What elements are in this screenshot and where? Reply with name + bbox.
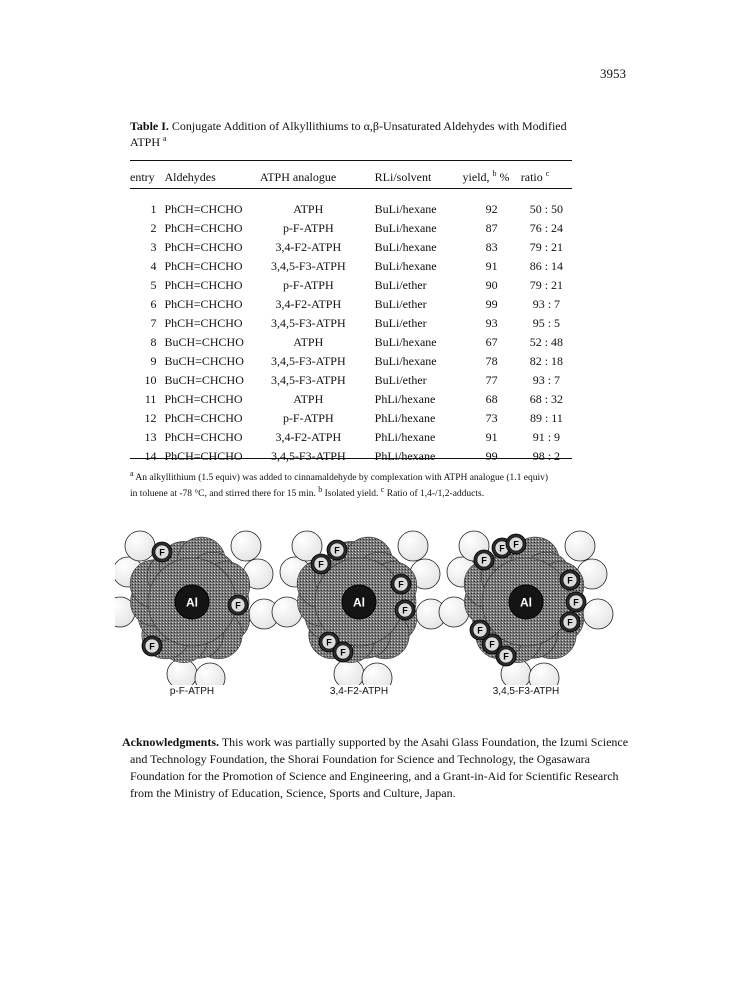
table-row <box>130 428 572 447</box>
cell-rli: BuLi/hexane <box>374 202 437 216</box>
table-body <box>130 186 572 466</box>
cell-rli: BuLi/ether <box>374 373 427 387</box>
fluorine-atom <box>327 540 347 560</box>
fluorine-label: F <box>573 597 579 608</box>
aluminum-label: Al <box>353 595 365 610</box>
header-yield-text: yield, <box>462 169 490 184</box>
cell-analogue: ATPH <box>293 202 324 216</box>
fluorine-atom <box>311 554 331 574</box>
cell-yield: 91 <box>485 430 498 444</box>
cell-rli: BuLi/hexane <box>374 259 437 273</box>
cell-analogue: 3,4,5-F3-ATPH <box>270 449 346 463</box>
fluorine-atom <box>496 646 516 666</box>
fluorine-atom <box>566 592 586 612</box>
fluorine-label: F <box>513 539 519 550</box>
fluorine-atom <box>391 574 411 594</box>
footnote-a-line1: An alkyllithium (1.5 equiv) was added to cinnamaldehyde by complexation with ATPH analogue (1.1 equiv) <box>135 473 549 483</box>
cell-yield: 68 <box>485 392 498 406</box>
fluorine-label: F <box>481 555 487 566</box>
table-header-row <box>130 168 572 186</box>
aluminum-label: Al <box>186 595 198 610</box>
cell-ratio: 76 : 24 <box>529 221 564 235</box>
cell-entry: 8 <box>150 335 157 349</box>
acknowledgments-heading: Acknowledgments. <box>122 735 220 749</box>
fluorine-label: F <box>567 575 573 586</box>
header-ratio-sup: c <box>545 168 550 178</box>
cell-aldehyde: PhCH=CHCHO <box>164 278 243 292</box>
cell-yield: 77 <box>485 373 498 387</box>
molecule-label-1: p-F-ATPH <box>169 686 215 697</box>
cell-analogue: 3,4-F2-ATPH <box>275 297 342 311</box>
table-row <box>130 314 572 333</box>
cell-rli: BuLi/hexane <box>374 335 437 349</box>
hydrogen-atom <box>398 531 428 561</box>
molecular-models-figure <box>115 520 615 685</box>
cell-analogue: p-F-ATPH <box>282 411 334 425</box>
cell-rli: BuLi/ether <box>374 278 427 292</box>
cell-entry: 10 <box>144 373 157 387</box>
table-label: Table I. <box>130 119 169 133</box>
cell-aldehyde: BuCH=CHCHO <box>164 373 244 387</box>
fluorine-label: F <box>235 600 241 611</box>
footnote-a-line2: in toluene at -78 °C, and stirred there for 15 min. <box>130 489 316 499</box>
fluorine-label: F <box>340 647 346 658</box>
hydrogen-atom <box>231 531 261 561</box>
fluorine-label: F <box>402 605 408 616</box>
cell-ratio: 91 : 9 <box>532 430 561 444</box>
fluorine-atom <box>560 570 580 590</box>
cell-ratio: 89 : 11 <box>529 411 563 425</box>
table-caption-sup: a <box>163 134 167 143</box>
cell-ratio: 50 : 50 <box>529 202 564 216</box>
fluorine-label: F <box>567 617 573 628</box>
table-caption-line1: Conjugate Addition of Alkyllithiums to α,β-Unsaturated Aldehydes with Modified <box>171 119 567 133</box>
cell-yield: 99 <box>485 449 498 463</box>
cell-ratio: 79 : 21 <box>529 278 564 292</box>
cell-ratio: 93 : 7 <box>532 297 561 311</box>
cell-aldehyde: BuCH=CHCHO <box>164 354 244 368</box>
fluorine-atom <box>470 620 490 640</box>
cell-aldehyde: PhCH=CHCHO <box>164 221 243 235</box>
cell-yield: 83 <box>485 240 498 254</box>
cell-entry: 9 <box>150 354 157 368</box>
cell-analogue: ATPH <box>293 392 324 406</box>
cell-rli: BuLi/hexane <box>374 240 437 254</box>
cell-aldehyde: PhCH=CHCHO <box>164 316 243 330</box>
cell-ratio: 95 : 5 <box>532 316 561 330</box>
fluorine-label: F <box>489 639 495 650</box>
cell-entry: 13 <box>144 430 157 444</box>
cell-entry: 2 <box>150 221 157 235</box>
cell-entry: 6 <box>150 297 157 311</box>
table-caption-line2: ATPH <box>130 135 161 149</box>
header-analogue: ATPH analogue <box>259 169 337 184</box>
header-ratio-text: ratio <box>520 169 543 184</box>
cell-yield: 78 <box>485 354 498 368</box>
fluorine-label: F <box>159 547 165 558</box>
cell-aldehyde: PhCH=CHCHO <box>164 202 243 216</box>
fluorine-atom <box>474 550 494 570</box>
cell-entry: 7 <box>150 316 157 330</box>
fluorine-atom <box>228 595 248 615</box>
footnote-c-sup: c <box>380 484 385 494</box>
table-footnote <box>130 470 600 502</box>
molecule-label-2: 3,4-F2-ATPH <box>329 686 389 697</box>
cell-aldehyde: PhCH=CHCHO <box>164 297 243 311</box>
header-ratio <box>521 168 572 186</box>
table-caption <box>130 118 600 150</box>
table-row <box>130 238 572 257</box>
footnote-b-sup: b <box>318 484 323 494</box>
cell-aldehyde: PhCH=CHCHO <box>164 259 243 273</box>
cell-ratio: 98 : 2 <box>532 449 561 463</box>
hydrogen-atom <box>167 659 197 685</box>
cell-entry: 11 <box>144 392 157 406</box>
table-top-rule <box>130 160 572 161</box>
cell-ratio: 82 : 18 <box>529 354 564 368</box>
hydrogen-atom <box>529 663 559 685</box>
cell-rli: PhLi/hexane <box>374 430 436 444</box>
footnote-b-text: Isolated yield. <box>324 489 379 499</box>
cell-entry: 4 <box>150 259 157 273</box>
table-row <box>130 371 572 390</box>
cell-ratio: 68 : 32 <box>529 392 564 406</box>
molecule-label-3: 3,4,5-F3-ATPH <box>492 686 560 697</box>
molecule-model <box>439 531 613 685</box>
hydrogen-atom <box>362 663 392 685</box>
cell-yield: 87 <box>485 221 498 235</box>
cell-ratio: 79 : 21 <box>529 240 564 254</box>
header-yield <box>463 168 521 186</box>
fluorine-label: F <box>503 651 509 662</box>
molecule-model <box>272 531 446 685</box>
cell-rli: PhLi/hexane <box>374 411 436 425</box>
cell-rli: BuLi/ether <box>374 316 427 330</box>
hydrogen-atom <box>334 659 364 685</box>
cell-aldehyde: PhCH=CHCHO <box>164 392 243 406</box>
cell-yield: 92 <box>485 202 498 216</box>
cell-yield: 67 <box>485 335 498 349</box>
table-row <box>130 409 572 428</box>
cell-ratio: 52 : 48 <box>529 335 564 349</box>
fluorine-label: F <box>318 559 324 570</box>
cell-analogue: p-F-ATPH <box>282 278 334 292</box>
fluorine-label: F <box>398 579 404 590</box>
fluorine-label: F <box>477 625 483 636</box>
table-row <box>130 186 572 219</box>
cell-aldehyde: PhCH=CHCHO <box>164 430 243 444</box>
table-row <box>130 333 572 352</box>
cell-analogue: 3,4,5-F3-ATPH <box>270 354 346 368</box>
cell-analogue: 3,4-F2-ATPH <box>275 430 342 444</box>
table-row <box>130 276 572 295</box>
cell-rli: PhLi/hexane <box>374 392 436 406</box>
cell-analogue: 3,4-F2-ATPH <box>275 240 342 254</box>
aluminum-label: Al <box>520 595 532 610</box>
cell-analogue: p-F-ATPH <box>282 221 334 235</box>
hydrogen-atom <box>583 599 613 629</box>
cell-analogue: 3,4,5-F3-ATPH <box>270 316 346 330</box>
molecule-model <box>115 531 279 685</box>
cell-entry: 14 <box>144 449 157 463</box>
fluorine-atom <box>560 612 580 632</box>
cell-ratio: 93 : 7 <box>532 373 561 387</box>
table-row <box>130 390 572 409</box>
header-entry: entry <box>130 169 155 184</box>
table-row <box>130 352 572 371</box>
acknowledgments-paragraph <box>122 734 634 802</box>
cell-yield: 99 <box>485 297 498 311</box>
cell-entry: 3 <box>150 240 157 254</box>
cell-yield: 91 <box>485 259 498 273</box>
table-row <box>130 447 572 466</box>
cell-ratio: 86 : 14 <box>529 259 564 273</box>
page-number: 3953 <box>600 66 626 81</box>
cell-analogue: 3,4,5-F3-ATPH <box>270 373 346 387</box>
cell-entry: 5 <box>150 278 157 292</box>
header-rli: RLi/solvent <box>374 169 432 184</box>
table-row <box>130 219 572 238</box>
hydrogen-atom <box>125 531 155 561</box>
footnote-a-sup: a <box>130 468 134 478</box>
acknowledgments-text: This work was partially supported by the Asahi Glass Foundation, the Izumi Science and Technology Foundation, the Shorai Foundation for Science and Technology, the Ogasawara Foundation for the Promotion of Science and Engineering, and a Grant-in-Aid for Scientific Research from the Ministry of Education, Science, Sports and Culture, Japan. <box>130 735 629 800</box>
fluorine-atom <box>395 600 415 620</box>
fluorine-label: F <box>326 637 332 648</box>
hydrogen-atom <box>195 663 225 685</box>
cell-entry: 12 <box>144 411 157 425</box>
hydrogen-atom <box>565 531 595 561</box>
fluorine-atom <box>333 642 353 662</box>
footnote-c-text: Ratio of 1,4-/1,2-adducts. <box>386 489 485 499</box>
fluorine-label: F <box>334 545 340 556</box>
cell-yield: 73 <box>485 411 498 425</box>
fluorine-label: F <box>149 641 155 652</box>
cell-aldehyde: BuCH=CHCHO <box>164 335 244 349</box>
results-table <box>130 168 572 466</box>
cell-analogue: 3,4,5-F3-ATPH <box>270 259 346 273</box>
header-yield-unit: % <box>499 169 510 184</box>
cell-yield: 93 <box>485 316 498 330</box>
table-row <box>130 257 572 276</box>
cell-rli: BuLi/ether <box>374 297 427 311</box>
header-yield-sup: b <box>492 168 497 178</box>
cell-aldehyde: PhCH=CHCHO <box>164 240 243 254</box>
fluorine-label: F <box>499 543 505 554</box>
cell-analogue: ATPH <box>293 335 324 349</box>
cell-rli: BuLi/hexane <box>374 221 437 235</box>
cell-entry: 1 <box>150 202 157 216</box>
cell-rli: BuLi/hexane <box>374 354 437 368</box>
fluorine-atom <box>142 636 162 656</box>
cell-aldehyde: PhCH=CHCHO <box>164 449 243 463</box>
fluorine-atom <box>506 534 526 554</box>
cell-aldehyde: PhCH=CHCHO <box>164 411 243 425</box>
header-aldehydes: Aldehydes <box>164 169 216 184</box>
table-row <box>130 295 572 314</box>
cell-rli: PhLi/hexane <box>374 449 436 463</box>
cell-yield: 90 <box>485 278 498 292</box>
fluorine-atom <box>152 542 172 562</box>
